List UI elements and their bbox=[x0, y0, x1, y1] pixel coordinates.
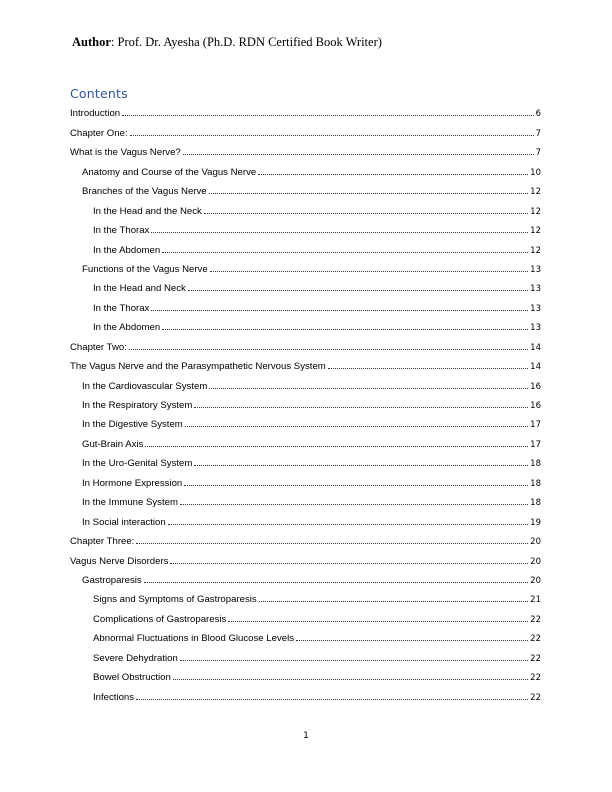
toc-entry[interactable] bbox=[70, 588, 541, 607]
toc-entry-page-number[interactable]: 22 bbox=[530, 653, 541, 664]
toc-entry-page-number[interactable]: 13 bbox=[530, 284, 541, 295]
toc-entry[interactable] bbox=[70, 510, 541, 529]
dot-leader bbox=[180, 504, 528, 505]
toc-entry-page-number[interactable]: 10 bbox=[530, 167, 541, 178]
dot-leader bbox=[194, 407, 528, 408]
toc-entry[interactable] bbox=[70, 102, 541, 121]
toc-entry-label[interactable]: Signs and Symptoms of Gastroparesis bbox=[93, 594, 257, 606]
author-line bbox=[72, 35, 382, 50]
toc-entry[interactable] bbox=[70, 335, 541, 354]
toc-entry-label[interactable]: In the Head and Neck bbox=[93, 283, 186, 295]
dot-leader bbox=[145, 446, 528, 447]
author-label: Author bbox=[72, 35, 111, 49]
toc-entry-page-number[interactable]: 22 bbox=[530, 673, 541, 684]
toc-entry[interactable] bbox=[70, 452, 541, 471]
toc-entry-label[interactable]: Infections bbox=[93, 691, 135, 703]
toc-entry-page-number[interactable]: 6 bbox=[535, 109, 541, 120]
toc-entry-page-number[interactable]: 19 bbox=[530, 517, 541, 528]
toc-entry-label[interactable]: Chapter Two: bbox=[70, 341, 127, 353]
toc-entry-page-number[interactable]: 12 bbox=[530, 187, 541, 198]
dot-leader bbox=[183, 154, 534, 155]
toc-entry-label[interactable]: In the Respiratory System bbox=[82, 400, 193, 411]
dot-leader bbox=[328, 368, 528, 369]
dot-leader bbox=[162, 252, 528, 253]
dot-leader bbox=[170, 563, 528, 564]
toc-entry-page-number[interactable]: 13 bbox=[530, 303, 541, 314]
toc-entry[interactable] bbox=[70, 355, 541, 374]
toc-entry[interactable] bbox=[70, 685, 541, 704]
toc-entry[interactable] bbox=[70, 607, 541, 626]
toc-entry-label[interactable]: In the Immune System bbox=[82, 497, 178, 509]
toc-entry-page-number[interactable]: 18 bbox=[530, 459, 541, 470]
toc-entry-label[interactable]: Severe Dehydration bbox=[93, 652, 178, 664]
toc-entry[interactable] bbox=[70, 277, 541, 296]
dot-leader bbox=[188, 290, 528, 291]
toc-entry-page-number[interactable]: 22 bbox=[530, 614, 541, 625]
toc-entry-label[interactable]: In the Abdomen bbox=[93, 322, 161, 334]
toc-entry[interactable] bbox=[70, 199, 541, 218]
toc-entry[interactable] bbox=[70, 569, 541, 588]
toc-entry-label[interactable]: In the Abdomen bbox=[93, 244, 161, 256]
dot-leader bbox=[185, 426, 528, 427]
dot-leader bbox=[136, 699, 528, 700]
toc-entry-label[interactable]: Chapter Three: bbox=[70, 536, 135, 548]
toc-entry[interactable] bbox=[70, 471, 541, 490]
toc-entry-page-number[interactable]: 7 bbox=[535, 148, 541, 159]
toc-entry[interactable] bbox=[70, 627, 541, 646]
toc-entry[interactable] bbox=[70, 121, 541, 140]
toc-entry[interactable] bbox=[70, 549, 541, 568]
toc-entry-label[interactable]: In the Thorax bbox=[93, 225, 150, 237]
toc-entry-label[interactable]: The Vagus Nerve and the Parasympathetic Nervous System bbox=[70, 361, 326, 373]
toc-entry[interactable] bbox=[70, 432, 541, 451]
toc-entry-page-number[interactable]: 20 bbox=[530, 575, 541, 586]
dot-leader bbox=[194, 465, 528, 466]
toc-entry-page-number[interactable]: 13 bbox=[530, 264, 541, 275]
toc-entry-label[interactable]: In Hormone Expression bbox=[82, 477, 183, 489]
toc-entry[interactable] bbox=[70, 238, 541, 257]
dot-leader bbox=[204, 213, 528, 214]
dot-leader bbox=[173, 679, 528, 680]
page-number: 1 bbox=[303, 731, 309, 741]
toc-entry-label[interactable]: Gut-Brain Axis bbox=[82, 438, 144, 450]
dot-leader bbox=[210, 271, 528, 272]
toc-entry-label[interactable]: Bowel Obstruction bbox=[93, 672, 171, 684]
dot-leader bbox=[258, 174, 528, 175]
author-text: : Prof. Dr. Ayesha (Ph.D. RDN Certified Book Writer) bbox=[110, 35, 382, 49]
toc-entry[interactable] bbox=[70, 491, 541, 510]
toc-entry[interactable] bbox=[70, 666, 541, 685]
toc-entry-label[interactable]: Introduction bbox=[70, 108, 121, 120]
toc-entry-page-number[interactable]: 17 bbox=[530, 439, 541, 450]
toc-entry-page-number[interactable]: 20 bbox=[530, 537, 541, 548]
toc-entry[interactable] bbox=[70, 530, 541, 549]
dot-leader bbox=[129, 349, 528, 350]
toc-entry[interactable] bbox=[70, 180, 541, 199]
toc-entry-page-number[interactable]: 13 bbox=[530, 323, 541, 334]
toc-entry-page-number[interactable]: 21 bbox=[530, 595, 541, 606]
toc-entry-label[interactable]: In the Cardiovascular System bbox=[82, 380, 208, 392]
dot-leader bbox=[209, 388, 528, 389]
dot-leader bbox=[180, 660, 528, 661]
toc-entry-label[interactable]: In the Digestive System bbox=[82, 419, 183, 431]
toc-entry-label[interactable]: Vagus Nerve Disorders bbox=[70, 555, 169, 567]
toc-entry[interactable] bbox=[70, 219, 541, 238]
toc-entry-label[interactable]: Functions of the Vagus Nerve bbox=[82, 263, 208, 275]
toc-entry-page-number[interactable]: 14 bbox=[530, 362, 541, 373]
toc-entry[interactable] bbox=[70, 646, 541, 665]
dot-leader bbox=[122, 115, 533, 116]
toc-entry-label[interactable]: In the Uro-Genital System bbox=[82, 458, 193, 470]
dot-leader bbox=[296, 640, 528, 641]
toc-entry-label[interactable]: Chapter One: bbox=[70, 127, 128, 139]
toc-entry-page-number[interactable]: 17 bbox=[530, 420, 541, 431]
dot-leader bbox=[151, 232, 528, 233]
dot-leader bbox=[130, 135, 534, 136]
toc-entry-page-number[interactable]: 12 bbox=[530, 226, 541, 237]
toc-entry-label[interactable]: Complications of Gastroparesis bbox=[93, 613, 227, 625]
toc-entry[interactable] bbox=[70, 316, 541, 335]
toc-entry-page-number[interactable]: 12 bbox=[530, 206, 541, 217]
toc-entry-page-number[interactable]: 16 bbox=[530, 401, 541, 411]
dot-leader bbox=[184, 485, 528, 486]
dot-leader bbox=[168, 524, 528, 525]
toc-entry-label[interactable]: Branches of the Vagus Nerve bbox=[82, 186, 207, 198]
toc-entry-page-number[interactable]: 16 bbox=[530, 381, 541, 392]
toc-entry-page-number[interactable]: 20 bbox=[530, 556, 541, 567]
toc-entry-page-number[interactable]: 18 bbox=[530, 478, 541, 489]
dot-leader bbox=[162, 329, 528, 330]
toc-entry-page-number[interactable]: 22 bbox=[530, 634, 541, 645]
dot-leader bbox=[259, 601, 528, 602]
toc-entry-label[interactable]: In Social interaction bbox=[82, 516, 166, 528]
toc-entry-page-number[interactable]: 7 bbox=[535, 128, 541, 139]
toc-entry-label[interactable]: Abnormal Fluctuations in Blood Glucose Levels bbox=[93, 633, 295, 645]
dot-leader bbox=[228, 621, 528, 622]
toc-entry[interactable] bbox=[70, 258, 541, 277]
toc-entry-label[interactable]: In the Thorax bbox=[93, 302, 150, 314]
toc-entry-page-number[interactable]: 12 bbox=[530, 245, 541, 256]
table-of-contents bbox=[70, 102, 541, 705]
dot-leader bbox=[209, 193, 529, 194]
dot-leader bbox=[144, 582, 528, 583]
toc-entry-page-number[interactable]: 18 bbox=[530, 498, 541, 509]
toc-entry-page-number[interactable]: 22 bbox=[530, 692, 541, 703]
toc-entry[interactable] bbox=[70, 394, 541, 413]
toc-entry-label[interactable]: What is the Vagus Nerve? bbox=[70, 147, 181, 159]
toc-entry-page-number[interactable]: 14 bbox=[530, 342, 541, 353]
toc-entry-label[interactable]: Gastroparesis bbox=[82, 574, 142, 586]
dot-leader bbox=[136, 543, 528, 544]
toc-entry[interactable] bbox=[70, 413, 541, 432]
dot-leader bbox=[151, 310, 528, 311]
toc-entry-label[interactable]: Anatomy and Course of the Vagus Nerve bbox=[82, 166, 257, 178]
toc-entry[interactable] bbox=[70, 141, 541, 160]
toc-entry[interactable] bbox=[70, 296, 541, 315]
contents-heading: Contents bbox=[70, 86, 128, 101]
toc-entry[interactable] bbox=[70, 374, 541, 393]
toc-entry[interactable] bbox=[70, 160, 541, 179]
toc-entry-label[interactable]: In the Head and the Neck bbox=[93, 205, 202, 217]
